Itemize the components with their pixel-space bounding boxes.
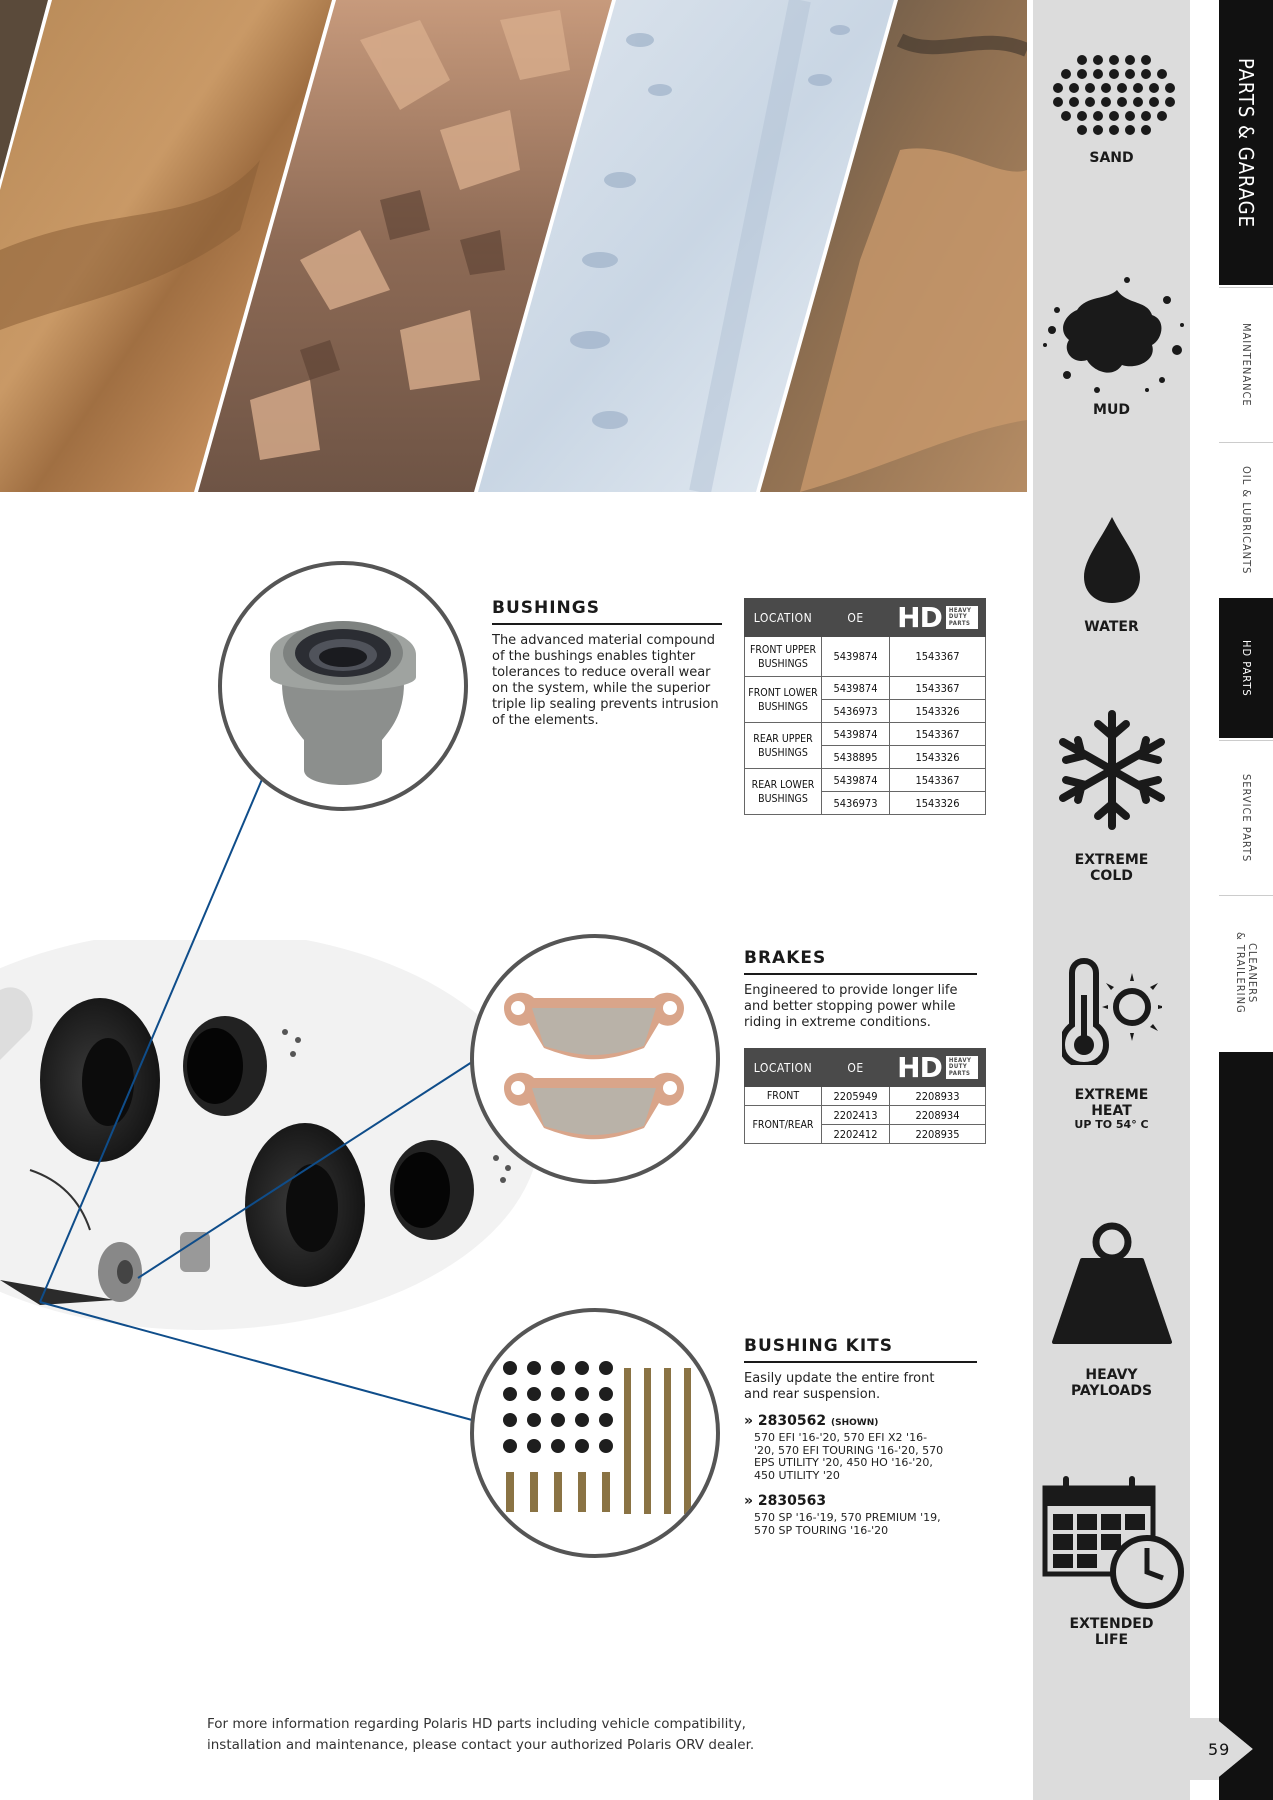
- weight-icon: [1052, 1220, 1172, 1345]
- kit-part-number: 2830563: [757, 1493, 827, 1509]
- features-column: [1033, 0, 1190, 1800]
- feature-label: SAND: [1089, 150, 1134, 166]
- feature-extreme-cold: [1033, 710, 1190, 884]
- kit-item: » 2830563 570 SP '16-'19, 570 PREMIUM '19, 570 SP TOURING '16-'20: [744, 1493, 944, 1537]
- tab-label: CLEANERS & TRAILERING: [1234, 932, 1259, 1014]
- feature-label: HEAVY PAYLOADS: [1070, 1367, 1153, 1399]
- tab-parts-garage[interactable]: [1219, 0, 1273, 285]
- hd-cell: 1543367: [890, 677, 986, 700]
- brakes-table: [744, 1048, 986, 1144]
- hd-logo: HD HEAVY DUTY PARTS: [897, 1051, 978, 1084]
- table-row: [745, 723, 986, 746]
- oe-cell: 5439874: [822, 677, 890, 700]
- location-cell: REAR UPPER BUSHINGS: [745, 723, 822, 769]
- oe-cell: 5436973: [822, 700, 890, 723]
- kit-part-number: 2830562: [757, 1413, 827, 1429]
- feature-mud: [1033, 270, 1190, 418]
- bushings-description: The advanced material compound of the bushings enables tighter tolerances to reduce overall wear on the system, while the superior triple lip sealing prevents intrusion of the elements.: [492, 633, 719, 728]
- tab-service-parts[interactable]: [1219, 740, 1273, 895]
- section-tabs: [1219, 0, 1273, 1800]
- kit-note: (SHOWN): [831, 1418, 879, 1428]
- footer-line: For more information regarding Polaris HD parts including vehicle compatibility,: [207, 1716, 746, 1732]
- feature-label: EXTENDED LIFE: [1069, 1616, 1154, 1648]
- brakes-title: BRAKES: [744, 948, 977, 975]
- col-oe: OE: [822, 1049, 890, 1087]
- tab-cleaners-trailering[interactable]: [1219, 895, 1273, 1050]
- oe-cell: 5436973: [822, 792, 890, 815]
- hd-cell: 2208935: [890, 1125, 986, 1144]
- bushing-kit-product-image: [470, 1308, 720, 1558]
- location-cell: FRONT LOWER BUSHINGS: [745, 677, 822, 723]
- oe-cell: 2202413: [822, 1106, 890, 1125]
- feature-sublabel: UP TO 54° C: [1074, 1118, 1149, 1131]
- brake-pads-product-image: [470, 934, 720, 1184]
- tab-filler: [1219, 1052, 1273, 1800]
- location-cell: FRONT: [745, 1087, 822, 1106]
- table-row: [745, 677, 986, 700]
- hd-cell: 2208934: [890, 1106, 986, 1125]
- location-cell: FRONT UPPER BUSHINGS: [745, 637, 822, 677]
- footer-line: installation and maintenance, please contact your authorized Polaris ORV dealer.: [207, 1737, 755, 1753]
- tab-label: SERVICE PARTS: [1240, 773, 1253, 863]
- feature-label: WATER: [1084, 619, 1139, 635]
- col-location: LOCATION: [745, 599, 822, 637]
- tab-label: OIL & LUBRICANTS: [1240, 465, 1253, 575]
- kit-fitment: 570 SP '16-'19, 570 PREMIUM '19, 570 SP TOURING '16-'20: [754, 1511, 941, 1537]
- table-row: [745, 637, 986, 677]
- location-cell: FRONT/REAR: [745, 1106, 822, 1144]
- hd-logo: HD HEAVY DUTY PARTS: [897, 601, 978, 634]
- calendar-clock-icon: [1037, 1470, 1187, 1610]
- tab-oil-lubricants[interactable]: [1219, 442, 1273, 597]
- oe-cell: 5438895: [822, 746, 890, 769]
- tab-label: MAINTENANCE: [1240, 323, 1253, 407]
- feature-extended-life: [1033, 1470, 1190, 1648]
- tab-label: PARTS & GARAGE: [1234, 57, 1258, 228]
- feature-sand: [1033, 50, 1190, 166]
- hd-cell: 1543326: [890, 792, 986, 815]
- table-row: [745, 1087, 986, 1106]
- feature-label: EXTREME COLD: [1074, 852, 1149, 884]
- bushing-product-image: [218, 561, 468, 811]
- kit-item: » 2830562 (SHOWN) 570 EFI '16-'20, 570 EFI X2 '16-'20, 570 EFI TOURING '16-'20, 570 EPS UTILITY '20, 450 HO '16-'20, 450 UTILITY '20: [744, 1413, 944, 1482]
- oe-cell: 2205949: [822, 1087, 890, 1106]
- hd-cell: 1543367: [890, 637, 986, 677]
- tab-maintenance[interactable]: [1219, 287, 1273, 442]
- tab-label: HD PARTS: [1240, 639, 1253, 697]
- bushings-title: BUSHINGS: [492, 598, 722, 625]
- feature-extreme-heat: [1033, 955, 1190, 1131]
- hd-cell: 1543367: [890, 723, 986, 746]
- sand-dots-icon: [1047, 50, 1177, 140]
- page-number: [1190, 1718, 1273, 1780]
- oe-cell: 5439874: [822, 769, 890, 792]
- hd-cell: 2208933: [890, 1087, 986, 1106]
- table-row: [745, 1106, 986, 1125]
- hd-cell: 1543326: [890, 700, 986, 723]
- oe-cell: 5439874: [822, 637, 890, 677]
- feature-label: MUD: [1093, 402, 1130, 418]
- col-hd: [890, 599, 986, 637]
- kit-fitment: 570 EFI '16-'20, 570 EFI X2 '16-'20, 570 EFI TOURING '16-'20, 570 EPS UTILITY '20, 450 HO '16-'20, 450 UTILITY '20: [754, 1431, 944, 1482]
- col-hd: [890, 1049, 986, 1087]
- page-number-text: 59: [1208, 1740, 1231, 1759]
- feature-water: [1033, 515, 1190, 635]
- mud-splat-icon: [1037, 270, 1187, 400]
- oe-cell: 2202412: [822, 1125, 890, 1144]
- oe-cell: 5439874: [822, 723, 890, 746]
- table-row: [745, 769, 986, 792]
- bushing-kits-title: BUSHING KITS: [744, 1336, 977, 1363]
- col-location: LOCATION: [745, 1049, 822, 1087]
- location-cell: REAR LOWER BUSHINGS: [745, 769, 822, 815]
- tab-hd-parts[interactable]: [1219, 598, 1273, 738]
- hd-cell: 1543326: [890, 746, 986, 769]
- bushing-kits-description: Easily update the entire front and rear suspension.: [744, 1371, 935, 1402]
- footer-note: [207, 1714, 754, 1756]
- feature-label: EXTREME HEAT: [1074, 1087, 1149, 1119]
- col-oe: OE: [822, 599, 890, 637]
- thermometer-sun-icon: [1062, 955, 1162, 1065]
- bushings-table: [744, 598, 986, 815]
- feature-heavy-payloads: [1033, 1220, 1190, 1399]
- hd-cell: 1543367: [890, 769, 986, 792]
- brakes-description: Engineered to provide longer life and better stopping power while riding in extreme conditions.: [744, 983, 958, 1030]
- snowflake-icon: [1052, 710, 1172, 830]
- water-drop-icon: [1082, 515, 1142, 605]
